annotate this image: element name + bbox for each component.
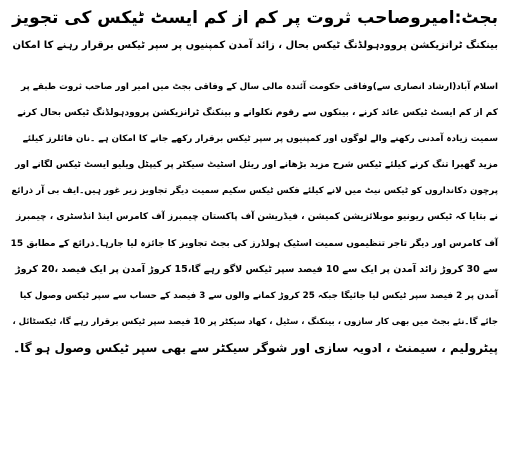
article-line: اسلام آباد(ارشاد انصاری سے)وفاقی حکومت آئندہ مالی سال کے وفاقی بجٹ میں امیر اور صاحب ثروت طبقے پر: [21, 82, 498, 92]
article-line: آمدن پر 2 فیصد سپر ٹیکس لیا جائیگا جبکہ 25 کروڑ کمانے والوں سے 3 فیصد کے حساب سے سپر ٹیکس وصول کیا: [19, 290, 498, 301]
article-line: کم از کم ایسٹ ٹیکس عائد کرنے ، بینکوں سے رقوم نکلوانے و بینکنگ ٹرانزیکشن پروودہولڈنگ ٹیکس بحال کرنے: [17, 108, 498, 119]
article-line: پرچون دکانداروں کو ٹیکس نیٹ میں لانے کیلئے فکس ٹیکس سکیم سمیت دیگر تجاویز زیر غور ہیں۔ایف بی آر ذرائع: [11, 186, 498, 197]
article-body: [10, 74, 498, 361]
article-headline: بجٹ:امیروصاحب ثروت پر کم از کم ایسٹ ٹیکس کی تجویز: [12, 8, 498, 28]
article-subheadline: بینکنگ ٹرانزیکشن پروودہولڈنگ ٹیکس بحال ، زائد آمدن کمپنیوں پر سپر ٹیکس برقرار رہنے کا امکان: [12, 40, 498, 51]
article-line: نے بتایا کہ ٹیکس ریونیو موبلائزیشن کمیشن ، فیڈریشن آف پاکستان چیمبرز آف کامرس اینڈ انڈسٹری ، چیمبرز: [15, 212, 498, 223]
article-line: سے 30 کروڑ زائد آمدن پر ایک سے 10 فیصد سپر ٹیکس لاگو رہے گا،15 کروڑ آمدن پر ایک فیصد ،20 کروڑ: [15, 263, 498, 275]
article-line: سمیت زیادہ آمدنی رکھنے والے لوگوں اور کمپنیوں پر سپر ٹیکس برقرار رکھے جانے کا امکان ہے ۔نان فائلرز کیلئے: [22, 134, 498, 145]
article-line: مزید گھیرا تنگ کرنے کیلئے ٹیکس شرح مزید بڑھانے اور ریئل اسٹیٹ سیکٹر پر کیپٹل ویلیو ایسٹ ٹیکس لگانے اور: [15, 160, 498, 171]
article-line: آف کامرس اور دیگر تاجر تنظیموں سمیت اسٹیک ہولڈرز کی بجٹ تجاویز کا جائزہ لیا جارہا۔ذرائع کے مطابق 15: [10, 238, 498, 249]
article-line: جائے گا۔نئے بجٹ میں بھی کار سازوں ، بینکنگ ، سٹیل ، کھاد سیکٹر پر 10 فیصد سپر ٹیکس برقرار رہے گا، ٹیکسٹائل ،: [12, 316, 498, 327]
article-line: پیٹرولیم ، سیمنٹ ، ادویہ سازی اور شوگر سیکٹر سے بھی سپر ٹیکس وصول ہو گا۔: [13, 340, 498, 355]
